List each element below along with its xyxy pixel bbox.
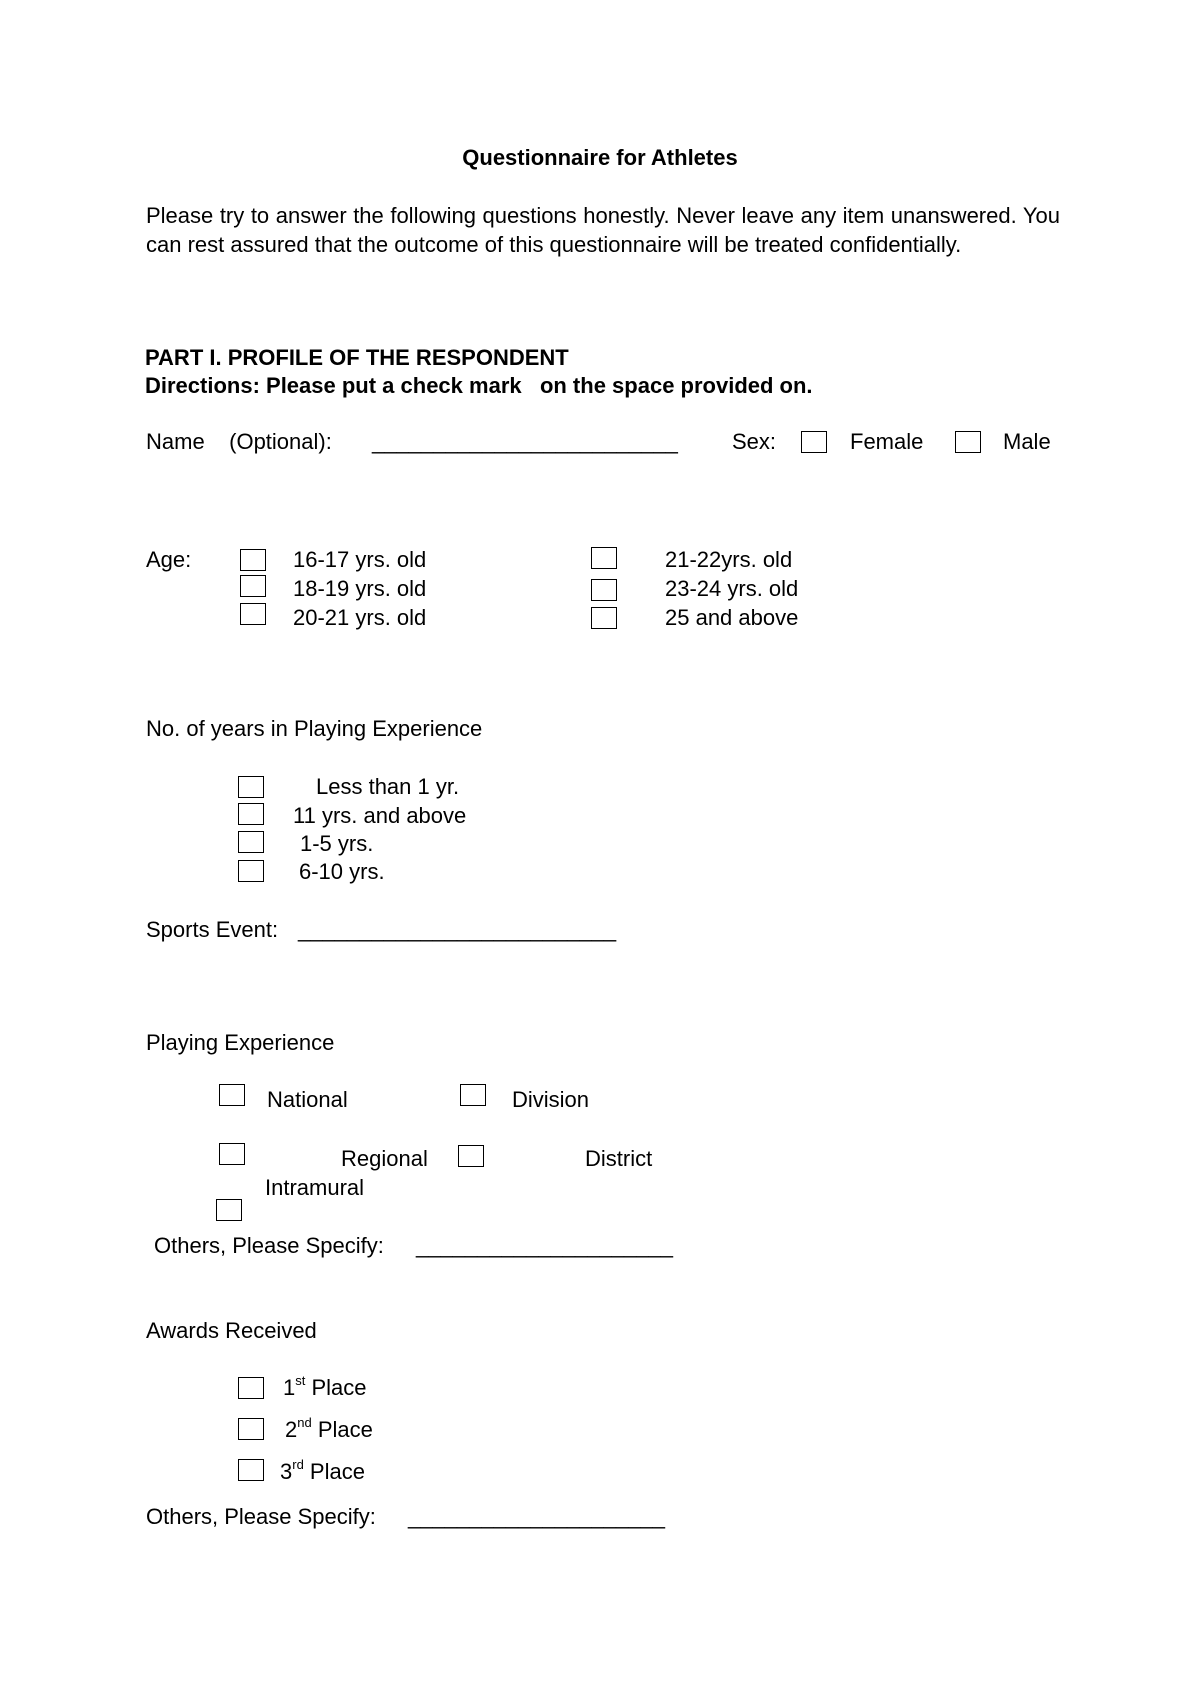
awards-others-input-line[interactable]: _____________________: [408, 1504, 665, 1529]
years-11-above-checkbox[interactable]: [238, 803, 264, 825]
playing-experience-label: Playing Experience: [146, 1030, 335, 1055]
age-option-label: 21-22yrs. old: [665, 547, 793, 572]
part1-heading: PART I. PROFILE OF THE RESPONDENT: [145, 345, 569, 370]
name-label: Name (Optional):: [146, 429, 332, 454]
age-option-label: 18-19 yrs. old: [293, 576, 427, 601]
intro-paragraph: Please try to answer the following questions honestly. Never leave any item unanswered. You can rest assured that the outcome of this questionnaire will be treated confidentially.: [146, 203, 1060, 257]
award-option-label: 2nd Place: [285, 1415, 373, 1442]
age-23-24-checkbox[interactable]: [591, 579, 617, 601]
page-title: Questionnaire for Athletes: [462, 145, 738, 170]
award-1st-checkbox[interactable]: [238, 1377, 264, 1399]
sex-label: Sex:: [732, 429, 777, 454]
age-label: Age:: [146, 547, 192, 572]
age-25-above-checkbox[interactable]: [591, 607, 617, 629]
age-option-label: 16-17 yrs. old: [293, 547, 427, 572]
sports-event-input-line[interactable]: __________________________: [298, 917, 617, 942]
level-option-label: National: [267, 1087, 348, 1112]
years-experience-label: No. of years in Playing Experience: [146, 716, 483, 741]
awards-label: Awards Received: [146, 1318, 317, 1343]
sex-male-checkbox[interactable]: [955, 431, 981, 453]
level-option-label: Division: [512, 1087, 590, 1112]
years-option-label: 1-5 yrs.: [300, 831, 374, 856]
playing-others-label: Others, Please Specify:: [154, 1233, 384, 1258]
sex-female-label: Female: [850, 429, 924, 454]
sports-event-label: Sports Event:: [146, 917, 279, 942]
age-21-22-checkbox[interactable]: [591, 547, 617, 569]
age-18-19-checkbox[interactable]: [240, 575, 266, 597]
age-16-17-checkbox[interactable]: [240, 549, 266, 571]
age-option-label: 23-24 yrs. old: [665, 576, 799, 601]
award-3rd-checkbox[interactable]: [238, 1459, 264, 1481]
age-option-label: 20-21 yrs. old: [293, 605, 427, 630]
sex-male-label: Male: [1003, 429, 1051, 454]
age-option-label: 25 and above: [665, 605, 799, 630]
years-option-label: 11 yrs. and above: [293, 803, 467, 828]
level-intramural-checkbox[interactable]: [216, 1199, 242, 1221]
name-input-line[interactable]: _________________________: [372, 429, 678, 454]
level-division-checkbox[interactable]: [460, 1084, 486, 1106]
level-regional-checkbox[interactable]: [219, 1143, 245, 1165]
years-6-10-checkbox[interactable]: [238, 860, 264, 882]
level-option-label: District: [585, 1146, 653, 1171]
part1-directions: Directions: Please put a check mark on the space provided on.: [145, 373, 813, 398]
years-option-label: 6-10 yrs.: [299, 859, 385, 884]
level-option-label: Intramural: [265, 1175, 365, 1200]
years-1-5-checkbox[interactable]: [238, 831, 264, 853]
award-2nd-checkbox[interactable]: [238, 1418, 264, 1440]
years-less-than-1-checkbox[interactable]: [238, 776, 264, 798]
level-option-label: Regional: [341, 1146, 428, 1171]
level-national-checkbox[interactable]: [219, 1084, 245, 1106]
age-20-21-checkbox[interactable]: [240, 603, 266, 625]
award-option-label: 3rd Place: [280, 1457, 365, 1484]
sex-female-checkbox[interactable]: [801, 431, 827, 453]
awards-others-label: Others, Please Specify:: [146, 1504, 376, 1529]
years-option-label: Less than 1 yr.: [316, 774, 460, 799]
playing-others-input-line[interactable]: _____________________: [416, 1233, 673, 1258]
level-district-checkbox[interactable]: [458, 1145, 484, 1167]
award-option-label: 1st Place: [283, 1373, 367, 1400]
